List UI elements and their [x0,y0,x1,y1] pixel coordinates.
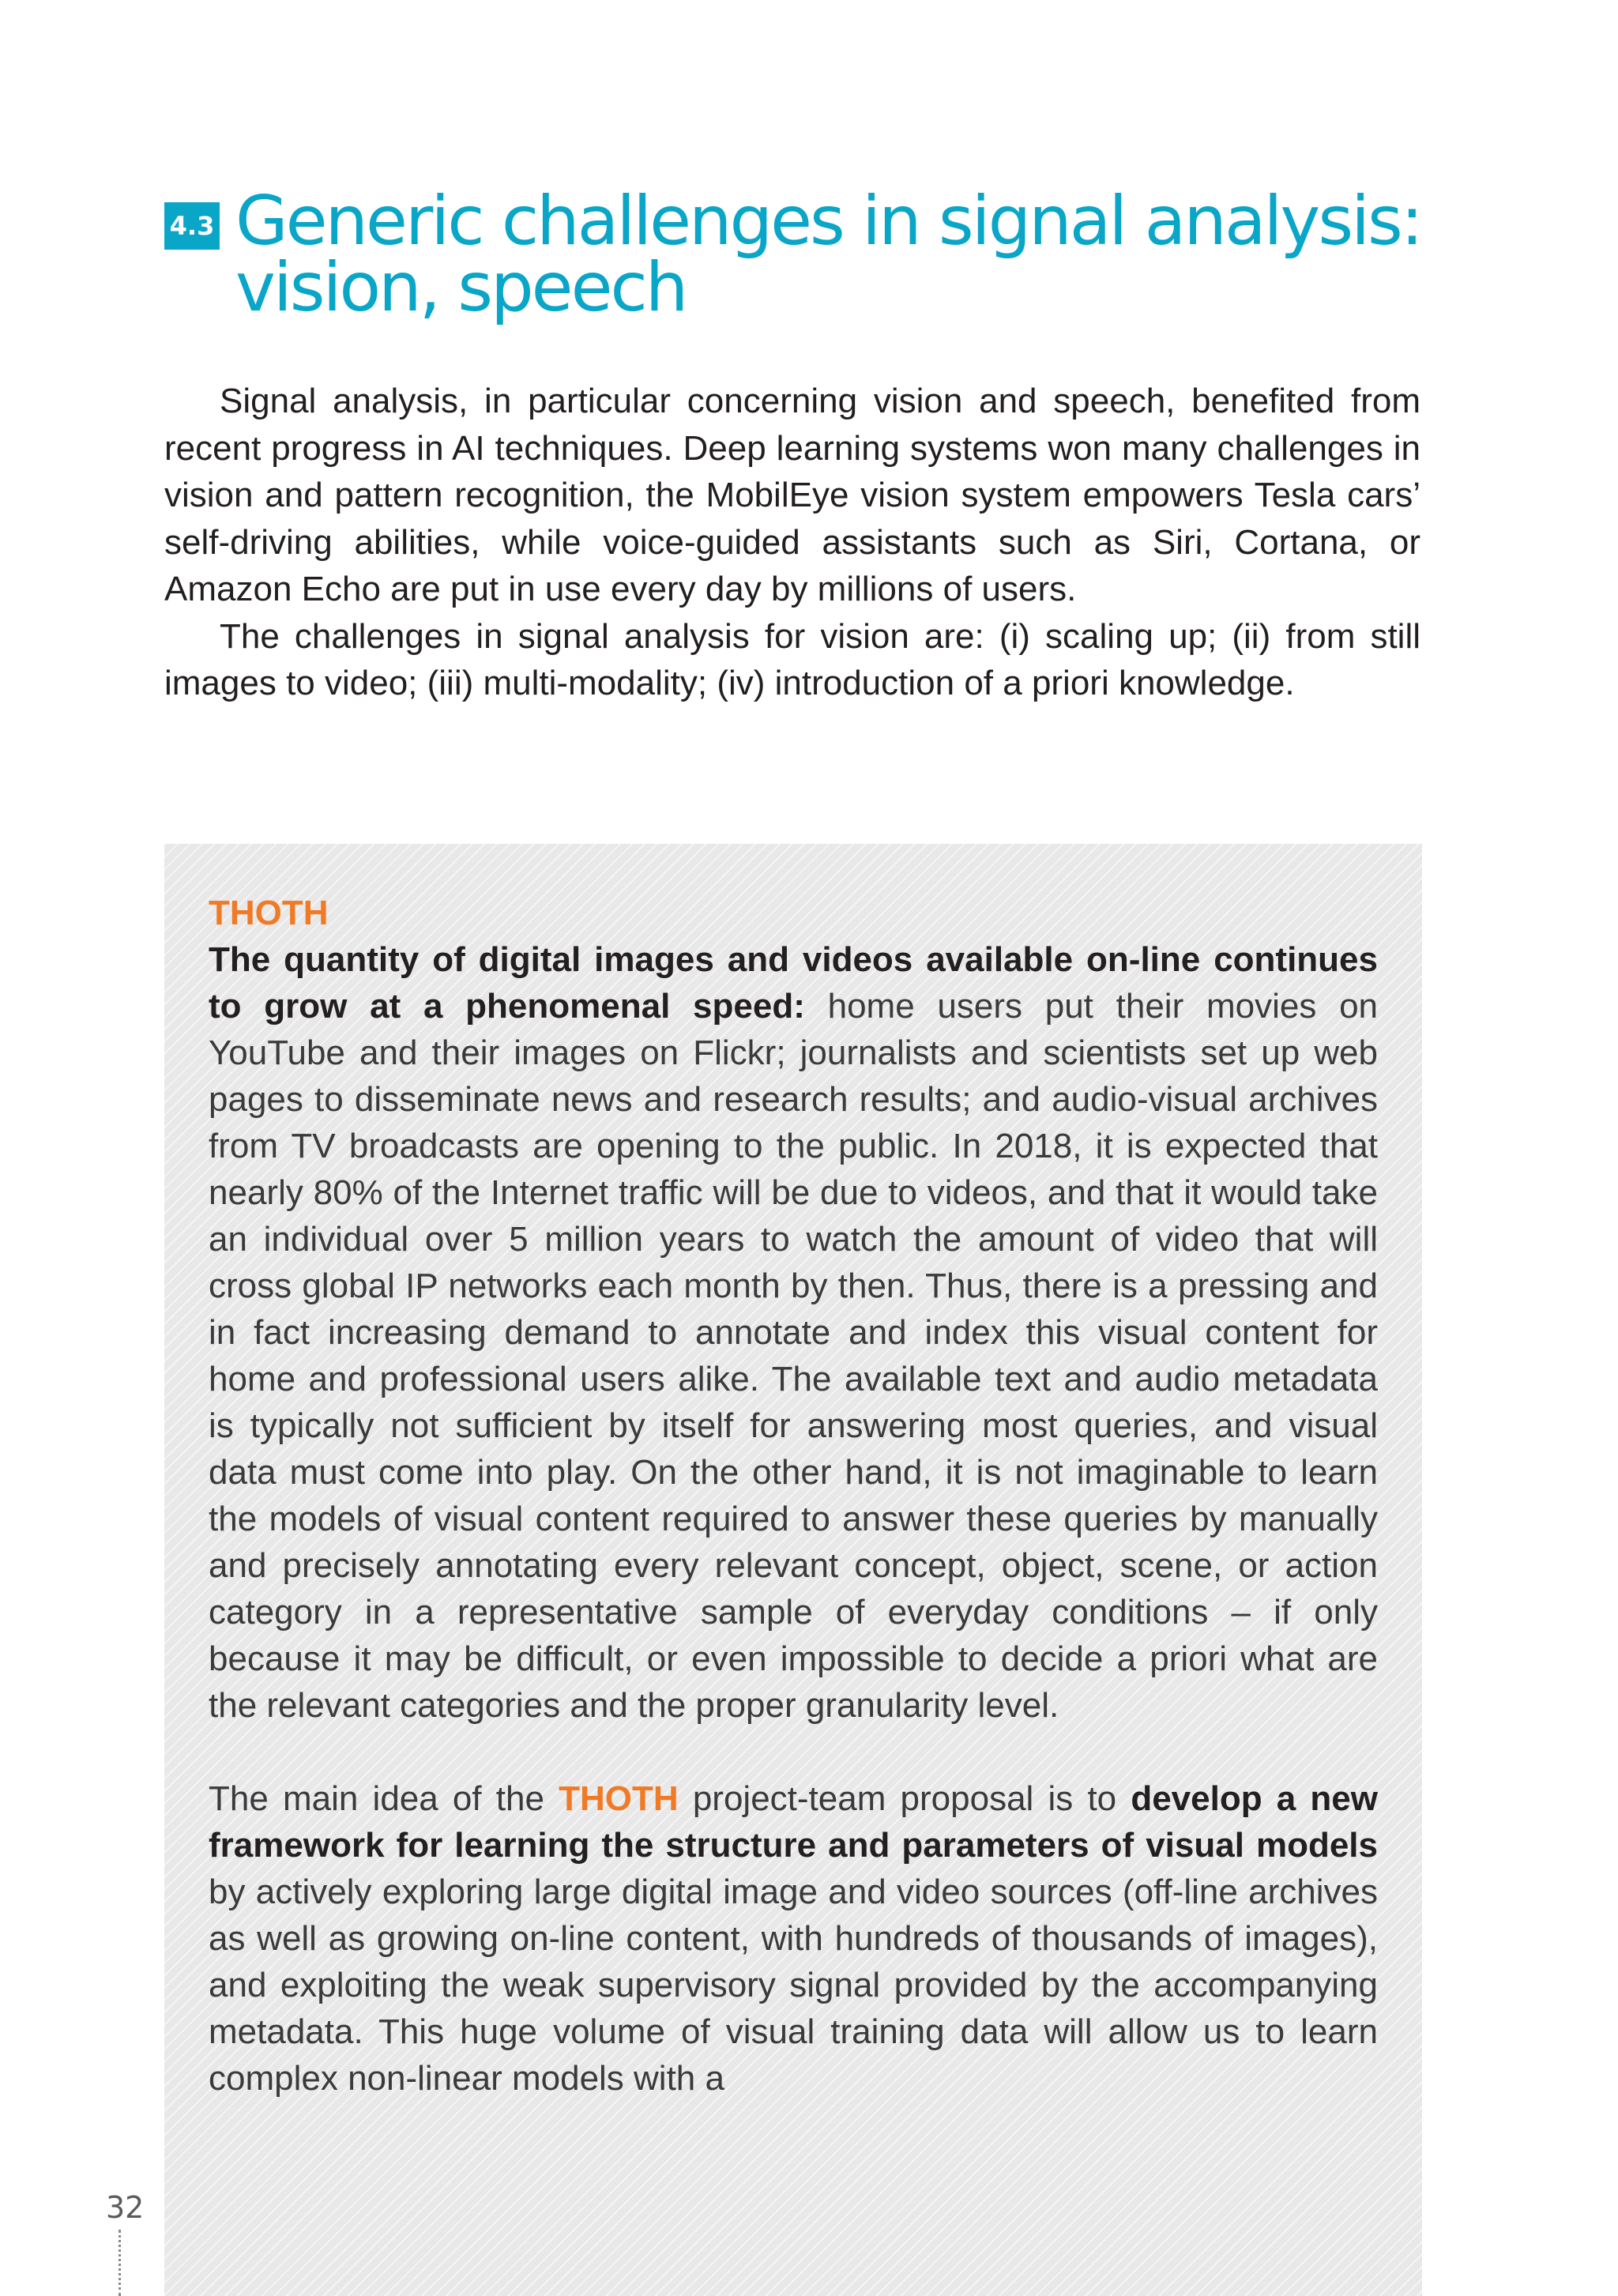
box-p2-text-b: project-team proposal is to [678,1779,1131,1818]
section-title: Generic challenges in signal analysis: vision, speech [235,182,1421,327]
box-p2-text-a: The main idea of the [209,1779,559,1818]
section-number-badge: 4.3 [164,202,220,250]
box-p2-bold: develop a new framework for learning the structure and parameters of visual models [209,1779,1378,1865]
thoth-box-content [209,890,1378,2102]
box-p1-bold: The quantity of digital images and videos available on-line continues to grow at a phenomenal speed: [209,940,1378,1026]
box-p2-text-c: by actively exploring large digital image and video sources (off-line archives as well as growing on-line content, with hundreds of thousands of images), and exploiting the weak supervisory signal provided by the accompanying metadata. This huge volume of visual training data will allow us to learn complex non-linear models with a [209,1873,1378,2098]
page-number-dotted-rule [119,2230,121,2296]
intro-text [164,378,1420,707]
box-title: THOTH [209,894,329,932]
page-number: 32 [106,2190,145,2225]
box-p2-highlight: THOTH [559,1779,679,1818]
box-p1-text: home users put their movies on YouTube and their images on Flickr; journalists and scientists set up web pages to disseminate news and research results; and audio-visual archives from TV broadcasts are opening to the public. In 2018, it is expected that nearly 80% of the Internet traffic will be due to videos, and that it would take an individual over 5 million years to watch the amount of video that will cross global IP networks each month by then. Thus, there is a pressing and in fact increasing demand to annotate and index this visual content for home and professional users alike. The available text and audio metadata is typically not sufficient by itself for answering most queries, and visual data must come into play. On the other hand, it is not imaginable to learn the models of visual content required to answer these queries by manually and precisely annotating every relevant concept, object, scene, or action category in a representative sample of everyday conditions – if only because it may be difficult, or even impossible to decide a priori what are the relevant categories and the proper granularity level. [209,987,1379,1725]
box-paragraph-2 [209,1775,1378,2102]
box-paragraph-1 [209,936,1378,1729]
intro-paragraph: The challenges in signal analysis for vision are: (i) scaling up; (ii) from still images to video; (iii) multi-modality; (iv) introduction of a priori knowledge. [164,616,1420,702]
thoth-box [164,844,1422,2296]
intro-paragraph: Signal analysis, in particular concerning vision and speech, benefited from recent progress in AI techniques. Deep learning systems won many challenges in vision and pattern recognition, the MobilEye vision system empowers Tesla cars’ self-driving abilities, while voice-guided assistants such as Siri, Cortana, or Amazon Echo are put in use every day by millions of users. [164,382,1420,608]
